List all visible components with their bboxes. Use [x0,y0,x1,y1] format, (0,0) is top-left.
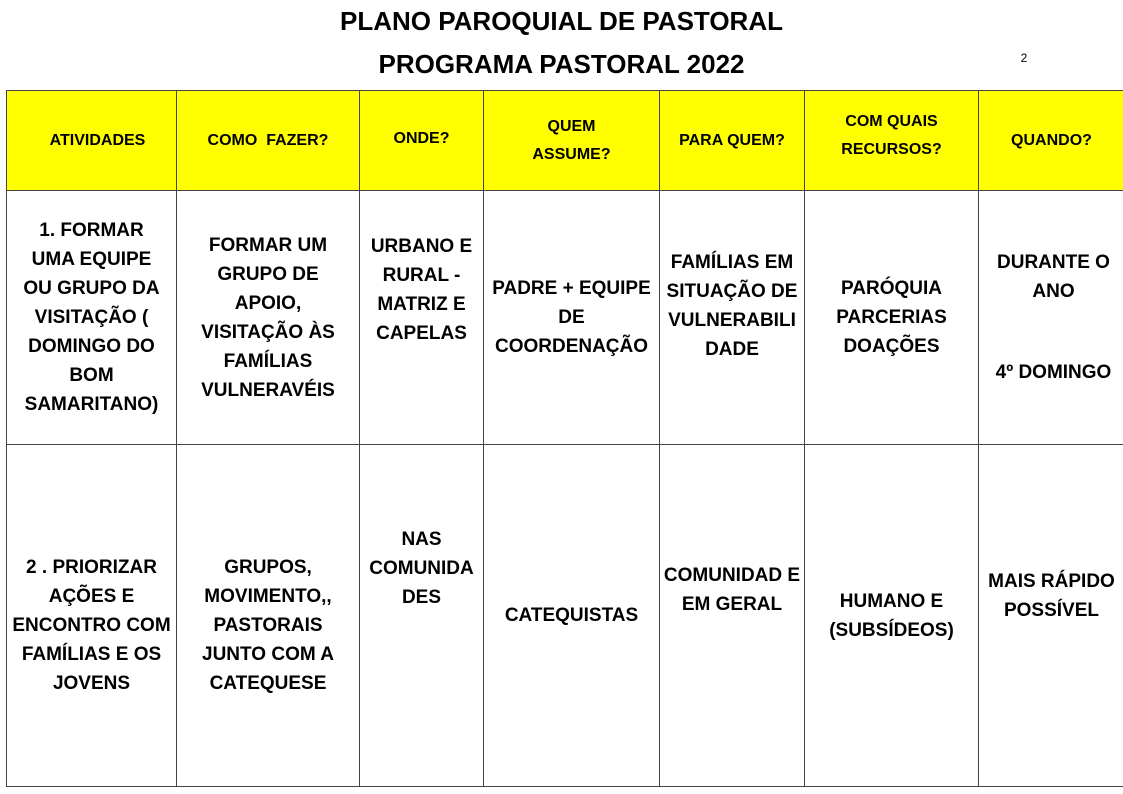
cell-recursos: PARÓQUIA PARCERIAS DOAÇÕES [805,191,979,445]
column-header-atividades: ATIVIDADES [7,91,177,191]
table-row [7,191,1123,445]
page-subtitle: PROGRAMA PASTORAL 2022 [378,49,745,79]
cell-quem-assume: PADRE + EQUIPE DE COORDENAÇÃO [484,191,660,445]
column-header-onde: ONDE? [360,91,484,191]
cell-quem-assume: CATEQUISTAS [484,445,660,787]
column-header-para-quem: PARA QUEM? [660,91,805,191]
cell-recursos: HUMANO E (SUBSÍDEOS) [805,445,979,787]
column-header-como-fazer: COMO FAZER? [177,91,360,191]
column-header-recursos: COM QUAIS RECURSOS? [805,91,979,191]
pastoral-program-table [6,90,1123,787]
cell-atividades: 1. FORMAR UMA EQUIPE OU GRUPO DA VISITAÇÃO ( DOMINGO DO BOM SAMARITANO) [7,191,177,445]
cell-como-fazer: FORMAR UM GRUPO DE APOIO, VISITAÇÃO ÀS FAMÍLIAS VULNERAVÉIS [177,191,360,445]
column-header-quando: QUANDO? [979,91,1123,191]
table-row [7,445,1123,787]
page-title: PLANO PAROQUIAL DE PASTORAL [340,6,783,36]
cell-onde: NAS COMUNIDA DES [360,445,484,787]
cell-atividades: 2 . PRIORIZAR AÇÕES E ENCONTRO COM FAMÍLIAS E OS JOVENS [7,445,177,787]
cell-onde: URBANO E RURAL - MATRIZ E CAPELAS [360,191,484,445]
page-number: 2 [1020,51,1028,65]
cell-para-quem: FAMÍLIAS EM SITUAÇÃO DE VULNERABILI DADE [660,191,805,445]
cell-como-fazer: GRUPOS, MOVIMENTO,, PASTORAIS JUNTO COM A CATEQUESE [177,445,360,787]
table-header-row [7,91,1123,191]
column-header-quem-assume: QUEM ASSUME? [484,91,660,191]
cell-quando: DURANTE O ANO 4º DOMINGO [979,191,1123,445]
cell-para-quem: COMUNIDAD E EM GERAL [660,445,805,787]
cell-quando: MAIS RÁPIDO POSSÍVEL [979,445,1123,787]
